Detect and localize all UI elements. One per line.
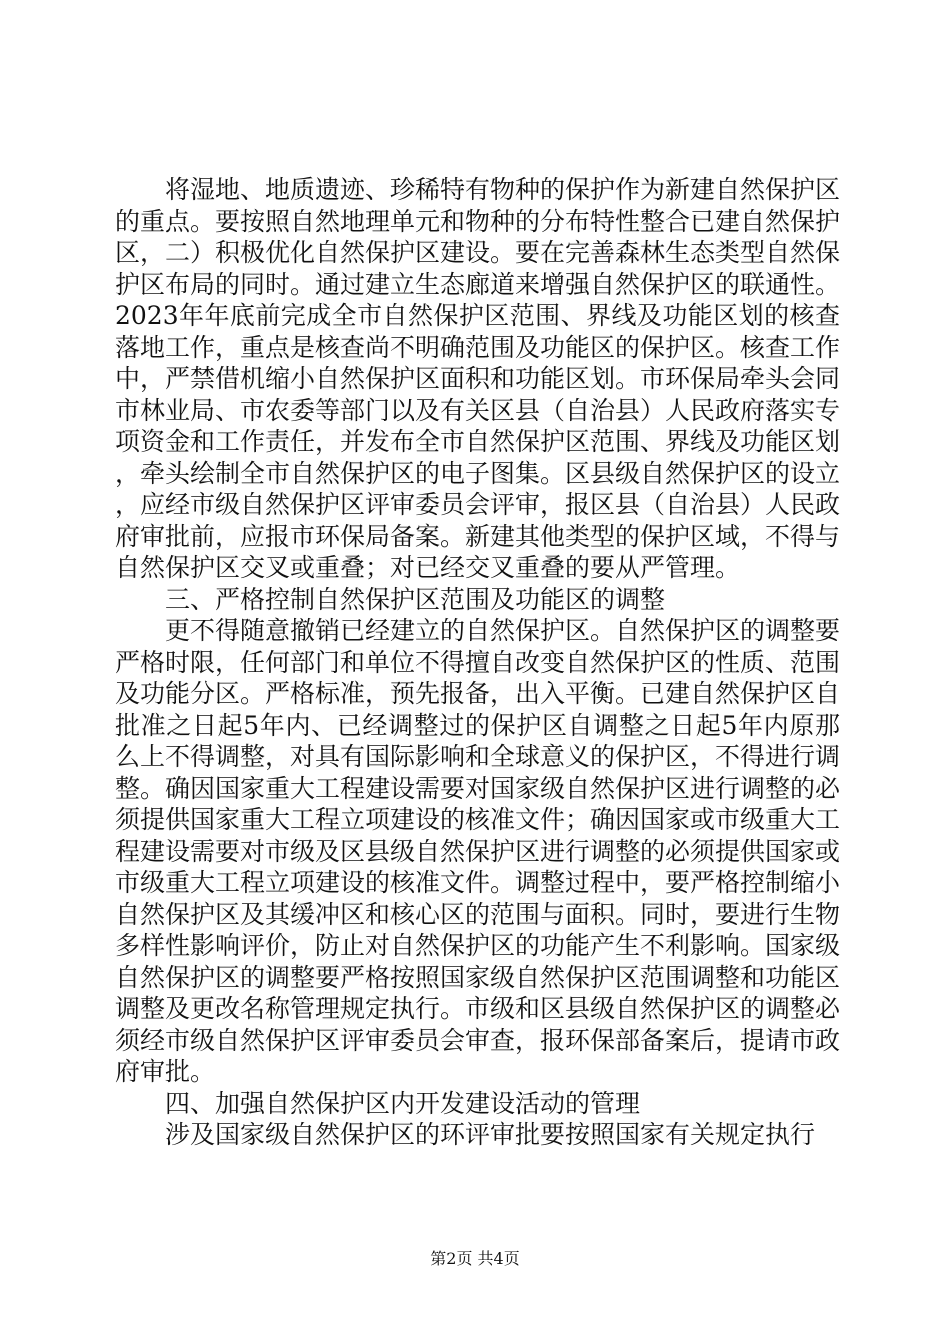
section-heading-4: 四、加强自然保护区内开发建设活动的管理 [165,1088,641,1118]
paragraph-eia-approval: 涉及国家级自然保护区的环评审批要按照国家有关规定执行 [165,1120,816,1149]
page-footer: 第2页 共4页 [430,1249,520,1268]
document-body [115,174,840,1151]
paragraph-protection-priorities: 将湿地、地质遗迹、珍稀特有物种的保护作为新建自然保护区的重点。要按照自然地理单元和物种的分布特性整合已建自然保护区，二）积极优化自然保护区建设。要在完善森林生态类型自然保护区布局的同时。通过建立生态廊道来增强自然保护区的联通性。2023年年底前完成全市自然保护区范围、界线及功能区划的核查落地工作，重点是核查尚不明确范围及功能区的保护区。核查工作中，严禁借机缩小自然保护区面积和功能区划。市环保局牵头会同市林业局、市农委等部门以及有关区县（自治县）人民政府落实专项资金和工作责任，并发布全市自然保护区范围、界线及功能区划，牵头绘制全市自然保护区的电子图集。区县级自然保护区的设立，应经市级自然保护区评审委员会评审，报区县（自治县）人民政府审批前，应报市环保局备案。新建其他类型的保护区域，不得与自然保护区交叉或重叠；对已经交叉重叠的要从严管理。 [115,175,841,582]
section-heading-3: 三、严格控制自然保护区范围及功能区的调整 [165,584,666,614]
paragraph-adjustment-control: 更不得随意撤销已经建立的自然保护区。自然保护区的调整要严格时限，任何部门和单位不得擅自改变自然保护区的性质、范围及功能分区。严格标准，预先报备，出入平衡。已建自然保护区自批准之日起5年内、已经调整过的保护区自调整之日起5年内原那么上不得调整，对具有国际影响和全球意义的保护区，不得进行调整。确因国家重大工程建设需要对国家级自然保护区进行调整的必须提供国家重大工程立项建设的核准文件；确因国家或市级重大工程建设需要对市级及区县级自然保护区进行调整的必须提供国家或市级重大工程立项建设的核准文件。调整过程中，要严格控制缩小自然保护区及其缓冲区和核心区的范围与面积。同时，要进行生物多样性影响评价，防止对自然保护区的功能产生不利影响。国家级自然保护区的调整要严格按照国家级自然保护区范围调整和功能区调整及更改名称管理规定执行。市级和区县级自然保护区的调整必须经市级自然保护区评审委员会审查，报环保部备案后，提请市政府审批。 [115,616,841,1086]
